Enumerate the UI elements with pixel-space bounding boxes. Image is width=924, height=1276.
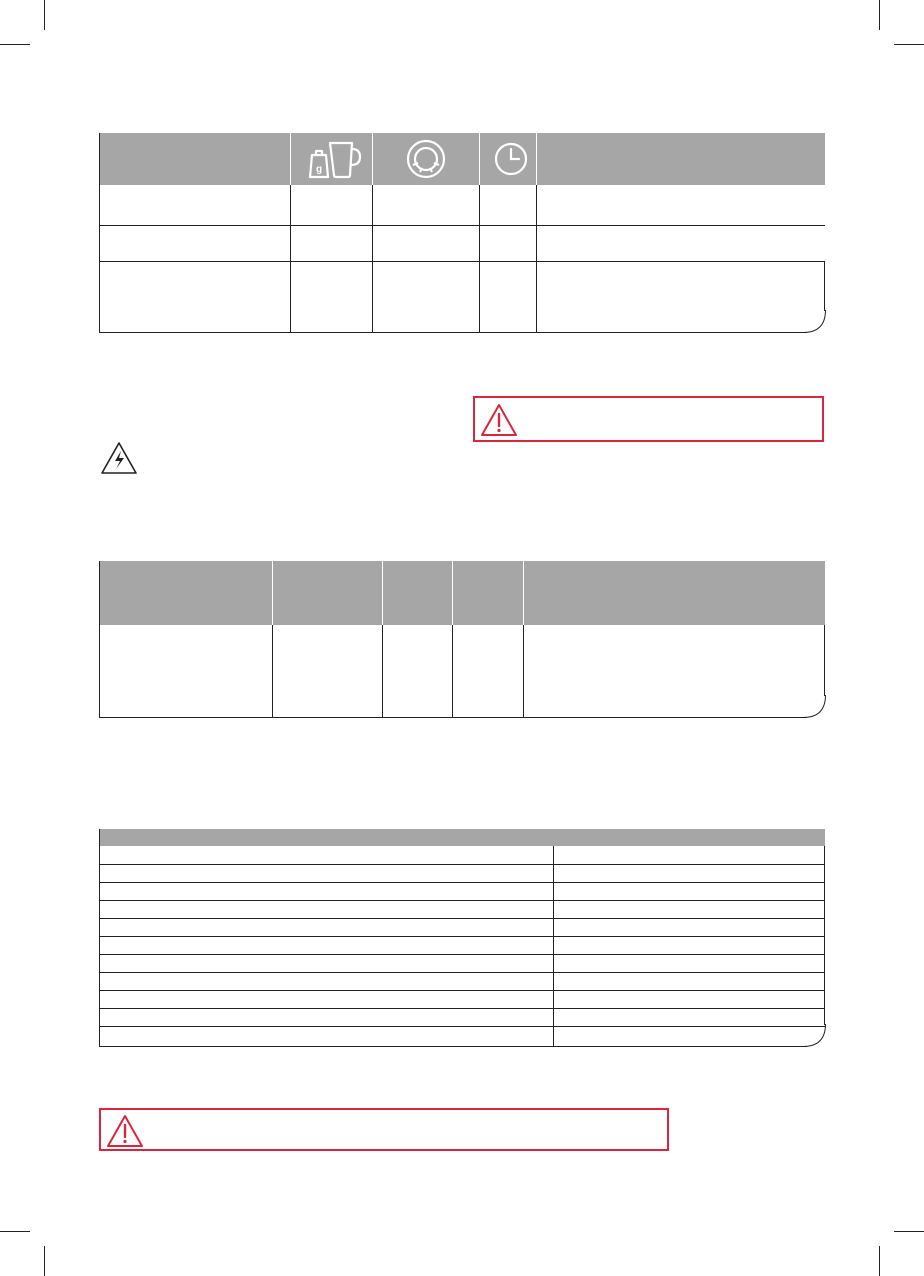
crop-mark	[0, 44, 30, 45]
column-divider	[372, 185, 373, 332]
svg-text:g: g	[315, 164, 323, 175]
column-divider	[272, 625, 273, 717]
row-divider	[100, 717, 807, 718]
speed-dial-icon	[406, 139, 446, 179]
column-divider	[479, 185, 480, 332]
settings-table-header	[100, 133, 825, 185]
specification-table-header	[100, 561, 825, 625]
header-divider	[536, 133, 537, 185]
header-divider	[479, 133, 480, 185]
warning-box-top	[473, 396, 824, 442]
table-corner	[803, 695, 827, 719]
warning-triangle-icon	[480, 403, 518, 437]
row-divider	[100, 1046, 807, 1047]
header-divider	[290, 133, 291, 185]
crop-mark	[44, 0, 45, 30]
table-right-edge	[824, 846, 825, 1025]
crop-mark	[0, 1231, 30, 1232]
row-divider	[100, 864, 825, 865]
scale-and-jug-icon	[306, 137, 368, 181]
row-divider	[100, 936, 825, 937]
column-divider	[523, 625, 524, 717]
row-divider	[100, 972, 825, 973]
warning-box-bottom	[99, 1108, 669, 1151]
settings-table	[99, 133, 806, 333]
row-divider	[100, 1026, 825, 1027]
troubleshooting-table	[99, 829, 806, 1047]
row-divider	[100, 882, 825, 883]
table-corner	[803, 310, 827, 334]
row-divider	[100, 954, 825, 955]
table-right-edge	[824, 625, 825, 696]
clock-icon	[493, 141, 529, 177]
row-divider	[100, 990, 825, 991]
column-divider	[536, 185, 537, 332]
header-divider	[272, 561, 273, 625]
table-corner	[803, 1024, 827, 1048]
crop-mark	[894, 1231, 924, 1232]
crop-mark	[879, 0, 880, 30]
crop-mark	[894, 44, 924, 45]
header-divider	[523, 561, 524, 625]
row-divider	[100, 225, 825, 226]
column-divider	[382, 625, 383, 717]
row-divider	[100, 261, 825, 262]
table-right-edge	[824, 261, 825, 311]
row-divider	[100, 900, 825, 901]
header-divider	[452, 561, 453, 625]
column-divider	[452, 625, 453, 717]
row-divider	[100, 918, 825, 919]
header-divider	[382, 561, 383, 625]
row-divider	[100, 332, 807, 333]
electric-shock-warning-icon	[100, 441, 138, 475]
row-divider	[100, 1008, 825, 1009]
crop-mark	[879, 1246, 880, 1276]
column-divider	[290, 185, 291, 332]
troubleshooting-table-header	[100, 829, 825, 846]
crop-mark	[44, 1246, 45, 1276]
specification-table	[99, 561, 806, 718]
warning-triangle-icon	[106, 1114, 144, 1148]
column-divider	[553, 846, 554, 1046]
header-divider	[372, 133, 373, 185]
